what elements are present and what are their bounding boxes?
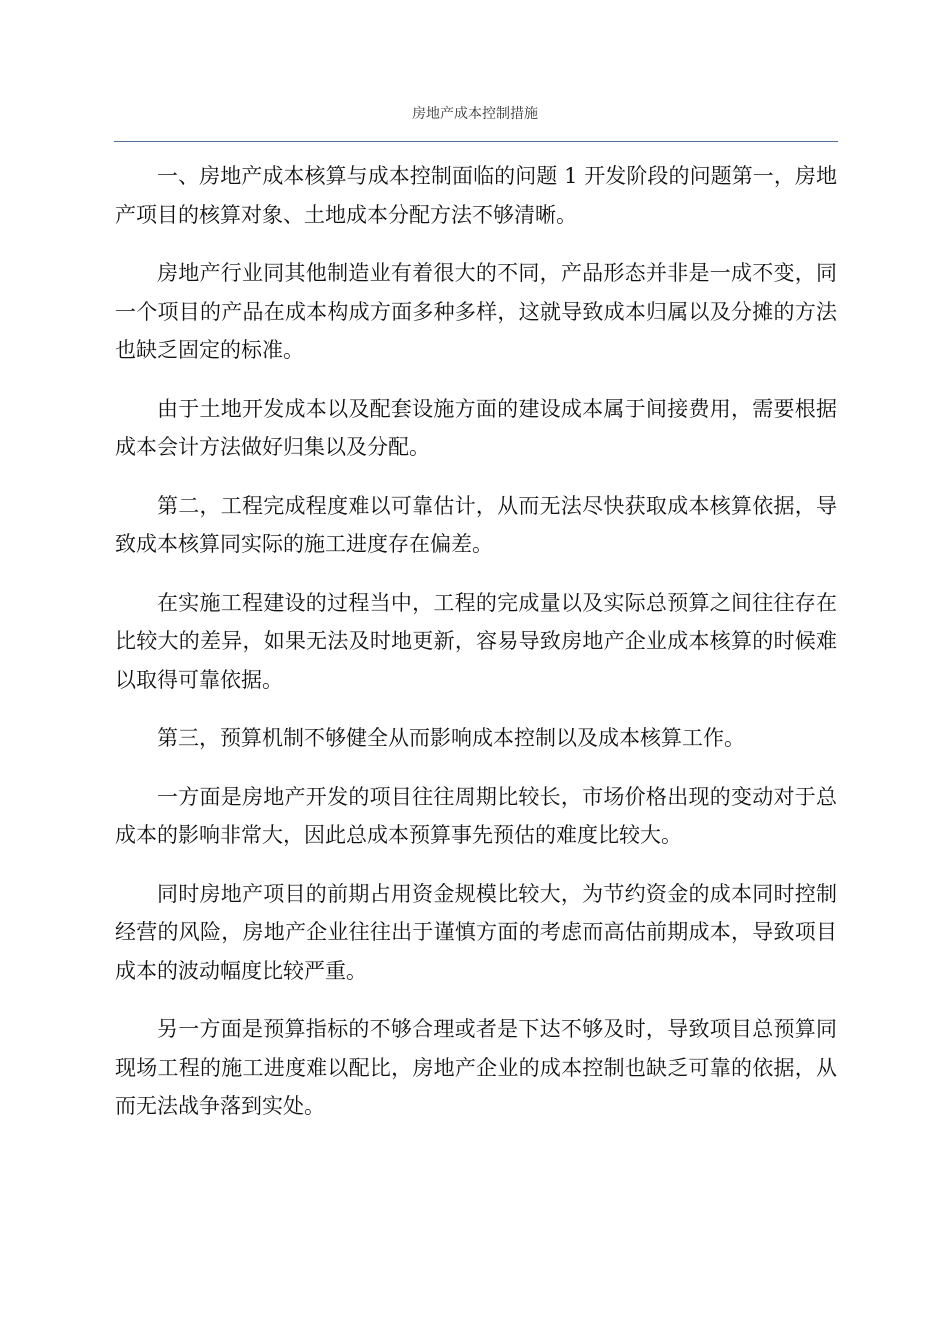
paragraph-6: 第三，预算机制不够健全从而影响成本控制以及成本核算工作。: [157, 726, 745, 750]
header-divider: [114, 141, 838, 142]
paragraph-7: 一方面是房地产开发的项目往往周期比较长，市场价格出现的变动对于总成本的影响非常大，因此总成本预算事先预估的难度比较大。: [115, 784, 837, 847]
document-body: [115, 157, 837, 1146]
page-header-title: 房地产成本控制措施: [412, 106, 538, 122]
paragraph-1: 一、房地产成本核算与成本控制面临的问题 1 开发阶段的问题第一，房地产项目的核算对象、土地成本分配方法不够清晰。: [115, 164, 837, 227]
paragraph-2: 房地产行业同其他制造业有着很大的不同，产品形态并非是一成不变，同一个项目的产品在成本构成方面多种多样，这就导致成本归属以及分摊的方法也缺乏固定的标准。: [115, 261, 837, 362]
paragraph-9: 另一方面是预算指标的不够合理或者是下达不够及时，导致项目总预算同现场工程的施工进度难以配比，房地产企业的成本控制也缺乏可靠的依据，从而无法战争落到实处。: [115, 1017, 837, 1118]
paragraph-8: 同时房地产项目的前期占用资金规模比较大，为节约资金的成本同时控制经营的风险，房地产企业往往出于谨慎方面的考虑而高估前期成本，导致项目成本的波动幅度比较严重。: [115, 881, 837, 983]
paragraph-4: 第二，工程完成程度难以可靠估计，从而无法尽快获取成本核算依据，导致成本核算同实际的施工进度存在偏差。: [115, 493, 837, 556]
paragraph-3: 由于土地开发成本以及配套设施方面的建设成本属于间接费用，需要根据成本会计方法做好归集以及分配。: [115, 396, 837, 459]
paragraph-5: 在实施工程建设的过程当中，工程的完成量以及实际总预算之间往往存在比较大的差异，如果无法及时地更新，容易导致房地产企业成本核算的时候难以取得可靠依据。: [115, 590, 837, 692]
